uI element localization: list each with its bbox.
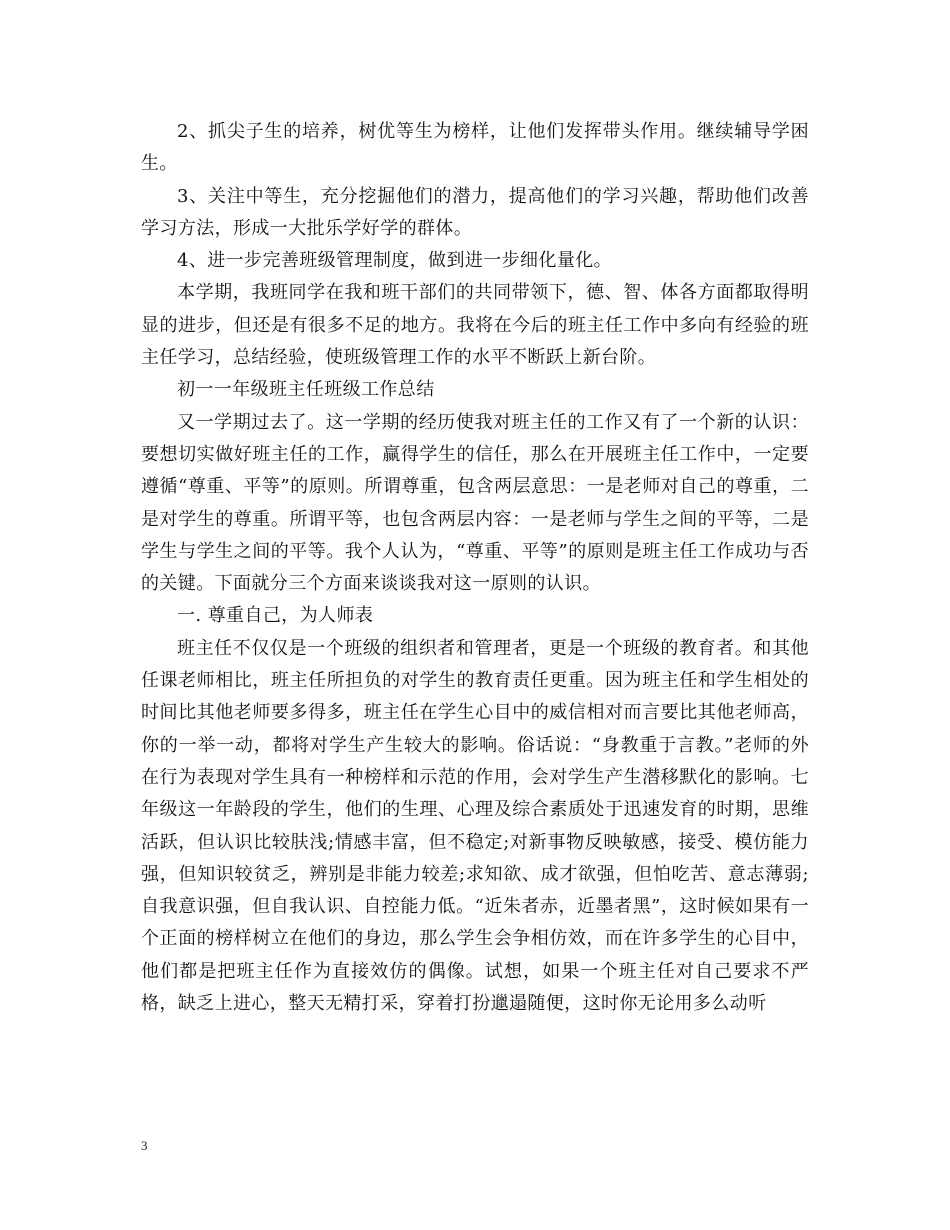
section-title: 初一一年级班主任班级工作总结 xyxy=(177,379,435,401)
paragraph-intro: 又一学期过去了。这一学期的经历使我对班主任的工作又有了一个新的认识：要想切实做好班主任的工作，赢得学生的信任，那么在开展班主任工作中，一定要遵循“尊重、平等”的原则。所谓尊重，包含两层意思：一是老师对自己的尊重，二是对学生的尊重。所谓平等，也包含两层内容：一是老师与学生之间的平等，二是学生与学生之间的平等。我个人认为，“尊重、平等”的原则是班主任工作成功与否的关键。下面就分三个方面来谈谈我对这一原则的认识。 xyxy=(141,411,809,595)
page-number: 3 xyxy=(141,1138,148,1153)
document-body xyxy=(141,116,809,1020)
section-heading-respect-self: 一. 尊重自己，为人师表 xyxy=(177,605,374,627)
paragraph-item-3: 3、关注中等生，充分挖掘他们的潜力，提高他们的学习兴趣，帮助他们改善学习方法，形成一大批乐学好学的群体。 xyxy=(141,185,809,239)
paragraph-item-4: 4、进一步完善班级管理制度，做到进一步细化量化。 xyxy=(177,250,613,272)
paragraph-respect-self: 班主任不仅仅是一个班级的组织者和管理者，更是一个班级的教育者。和其他任课老师相比，班主任所担负的对学生的教育责任更重。因为班主任和学生相处的时间比其他老师要多得多，班主任在学生心目中的威信相对而言要比其他老师高，你的一举一动，都将对学生产生较大的影响。俗话说：“身教重于言教。”老师的外在行为表现对学生具有一种榜样和示范的作用，会对学生产生潜移默化的影响。七年级这一年龄段的学生，他们的生理、心理及综合素质处于迅速发育的时期，思维活跃，但认识比较肤浅;情感丰富，但不稳定;对新事物反映敏感，接受、模仿能力强，但知识较贫乏，辨别是非能力较差;求知欲、成才欲强，但怕吃苦、意志薄弱;自我意识强，但自我认识、自控能力低。“近朱者赤，近墨者黑”，这时候如果有一个正面的榜样树立在他们的身边，那么学生会争相仿效，而在许多学生的心目中，他们都是把班主任作为直接效仿的偶像。试想，如果一个班主任对自己要求不严格，缺乏上进心，整天无精打采，穿着打扮邋遢随便，这时你无论用多么动听 xyxy=(141,637,809,1015)
paragraph-semester-summary: 本学期，我班同学在我和班干部们的共同带领下，德、智、体各方面都取得明显的进步，但还是有很多不足的地方。我将在今后的班主任工作中多向有经验的班主任学习，总结经验，使班级管理工作的水平不断跃上新台阶。 xyxy=(141,282,809,369)
paragraph-item-2: 2、抓尖子生的培养，树优等生为榜样，让他们发挥带头作用。继续辅导学困生。 xyxy=(141,121,809,175)
